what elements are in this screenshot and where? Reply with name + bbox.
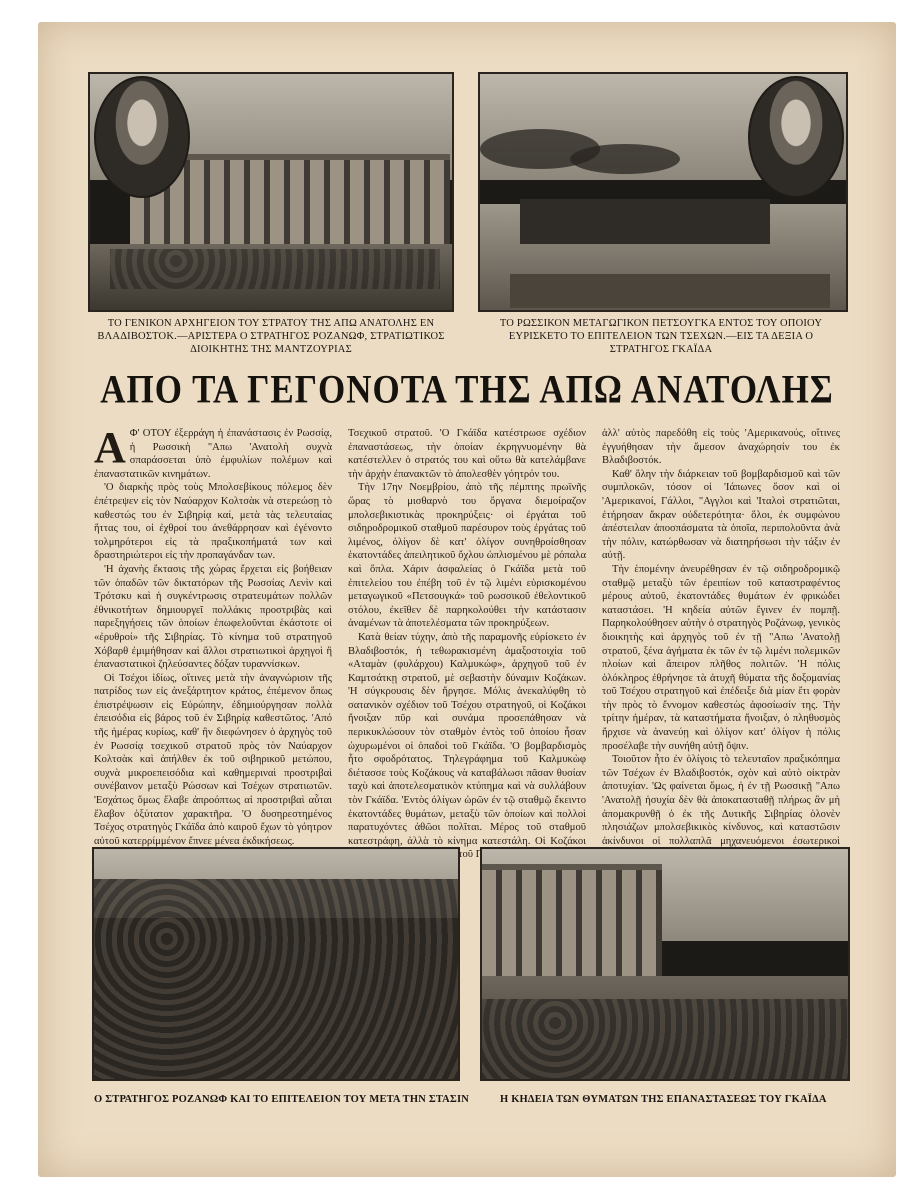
article-column-2 [348, 427, 586, 859]
headline: ΑΠΟ ΤΑ ΓΕΓΟΝΟΤΑ ΤΗΣ ΑΠΩ ΑΝΑΤΟΛΗΣ [100, 367, 834, 412]
photo-rozanov-staff [92, 847, 460, 1081]
portrait-gaida [748, 76, 844, 198]
article-paragraph: Καθ' ὅλην τὴν διάρκειαν τοῦ βομβαρδισμοῦ καὶ τῶν συμπλοκῶν, τόσον οἱ 'Ιάπωνες ὅσον καὶ οἱ 'Αμερικανοί, Γάλλοι, "Αγγλοι καὶ 'Ιταλοὶ στρατιῶται, ἐτήρησαν ἄκραν οὐδετερότητα· ὅλοι, ἐκ συμφώνου ἀπέστειλαν ἀποσπάσματα τὰ ὁποῖα, περιπολοῦντα ἀνὰ τὴν πόλιν, κατώρθωσαν νὰ διατηρήσωσι τὴν τάξιν ἐν αὐτῇ. [602, 468, 840, 562]
article-column-1 [94, 427, 332, 859]
article-paragraph: 'Ο διαρκὴς πρὸς τοὺς Μπολσεβίκους πόλεμος δὲν ἐπέτρεψεν εἰς τὸν Ναύαρχον Κολτσὰκ νὰ στερεώσῃ τὸ καθεστώς του ἐν Σιβηρίᾳ καί, μετὰ τὰς τελευταίας ἥττας του, οἱ ἐχθροί του ἀνεθάρρησαν καὶ ἐγένοντο τολμηρότεροι εἰς τὰ πραξικοπήματά των καὶ δραστηριώτεροι εἰς τὴν προπαγάνδαν των. [94, 482, 332, 562]
article-paragraph: ἀλλ' αὐτὸς παρεδόθη εἰς τοὺς 'Αμερικανούς, οἵτινες ἐγγυήθησαν τὴν ἄμεσον ἀναχώρησίν του ἐκ Βλαδιβοστόκ. [602, 428, 840, 467]
article-paragraph: Οἱ Τσέχοι ἰδίως, οἵτινες μετὰ τὴν ἀναγνώρισιν τῆς πατρίδος των εἰς ἀνεξάρτητον κράτος, ἐπέμενον ὅπως ἐπιστρέψωσιν εἰς Εὐρώπην, ἐδημιούργησαν πολλὰ ἐπεισόδια εἰς βάρος τοῦ ἐν Σιβηρίᾳ καθεστῶτος. 'Από τῆς ἡμέρας κυρίως, καθ' ἣν διεφώνησεν ὁ ἀρχηγὸς τοῦ ἐν Ρωσσίᾳ τσεχικοῦ στρατοῦ πρὸς τὸν Ναύαρχον Κολτσὰκ καὶ ἀπήλθεν ἐκ τοῦ σιβηρικοῦ μετώπου, συχνὰ μικροεπεισόδια καὶ καθημεριναὶ προστριβαὶ συνέβαινον μεταξὺ Ρώσσων καὶ Τσέχων στρατιωτῶν. 'Εσχάτως ὅμως ἔλαβε ἀπροόπτως αἱ προστριβαὶ αὗται ἔλαβον ὀξύτατον χαρακτῆρα. 'Ο δυσηρεστημένος Τσέχος στρατηγὸς Γκάϊδα ἀπὸ καιροῦ ἔχων τὸ γόητρον αὐτοῦ κατερρίμμένον ἔπνεε μένεα ἐκδικήσεως. [94, 672, 332, 847]
portrait-rozanov [94, 76, 190, 198]
caption-headquarters: ΤΟ ΓΕΝΙΚΟΝ ΑΡΧΗΓΕΙΟΝ ΤΟΥ ΣΤΡΑΤΟΥ ΤΗΣ ΑΠΩ ΑΝΑΤΟΛΗΣ ΕΝ ΒΛΑΔΙΒΟΣΤΟΚ.—ΑΡΙΣΤΕΡΑ Ο ΣΤΡΑΤΗΓΟΣ ΡΟΖΑΝΩΦ, ΣΤΡΑΤΙΩΤΙΚΟΣ ΔΙΟΙΚΗΤΗΣ ΤΗΣ ΜΑΝΤΖΟΥΡΙΑΣ [97, 318, 445, 355]
article-paragraph: Κατὰ θείαν τύχην, ἀπὸ τῆς παραμονῆς εὑρίσκετο ἐν Βλαδιβοστόκ, ἡ τεθωρακισμένη ἁμαξοστοιχία τοῦ «Αταμὰν (φυλάρχου) Καλμυκώφ», ἀρχηγοῦ τοῦ ἐν Καμτσάτκῃ στρατοῦ, μὲ σεβαστὴν δύναμιν Κοζάκων. 'Η σύγκρουσις δὲν ἤργησε. Μόλις ἀνεκαλύφθη τὸ σατανικὸν σχέδιον τοῦ Τσέχου στρατηγοῦ, οἱ Κοζάκοι ἤνοιξαν πῦρ καὶ συνάμα προσεπάθησαν νὰ περικυκλώσουν τὸν σταθμὸν ἐντὸς τοῦ ὁποίου ἦσαν ὠχυρωμένοι οἱ ὀπαδοὶ τοῦ Γκάϊδα. 'Ο βομβαρδισμὸς ἦτο σφοδρότατος. Τηλεγράφημα τοῦ Καλμυκὼφ διέτασσε τοὺς Κοζάκους νὰ καταβάλωσι πᾶσαν θυσίαν ταχὺ καὶ ἀποτελεσματικὸν κτύπημα καὶ νὰ συλλάβουν τὸν Γκάϊδα. 'Εντὸς ὀλίγων ὡρῶν ἐν τῷ σταθμῷ ἔκειντο ἑκατοντάδες θυμάτων, μεταξὺ τῶν ὁποίων καὶ πολλοὶ παρατυχόντες ἀθῶοι πολῖται. Μέρος τοῦ σταθμοῦ κατεστράφη, ἀλλὰ τὸ κίνημα κατεστάλη. Οἱ Κοζάκοι τοῦ [348, 631, 586, 859]
photo-headquarters [88, 72, 454, 312]
article-paragraph: 'Η ἀχανὴς ἔκτασις τῆς χώρας ἔρχεται εἰς βοήθειαν τῶν ὁπαδῶν τῶν δικτατόρων τῆς Ρωσσίας Λενὶν καὶ Τρότσκυ καὶ ἡ συγκέντρωσις στρατευμάτων πολλῶν ἐθνικοτήτων δημιουργεῖ πολλάκις προστριβὰς καὶ παρεξηγήσεις τῶν ὁποίων ἐπωφελοῦνται ἑκάστοτε οἱ «ἐρυθροί» τῆς Σιβηρίας. Τὸ κίνημα τοῦ στρατηγοῦ Χόβαρθ ἐμιμήθησαν καὶ ἄλλοι στρατιωτικοὶ ἀρχηγοὶ ἢ ἐπαναστατικοὶ ζηλεύσαντες δόξαν τυραννίσκων. [94, 563, 332, 671]
article-paragraph: Τοιοῦτον ἦτο ἐν ὀλίγοις τὸ τελευταῖον πραξικόπημα τῶν Τσέχων ἐν Βλαδιβοστόκ, σχὸν καὶ αὐτὸ οἰκτρὰν ἀποτυχίαν. 'Ως φαίνεται ὅμως, ἡ ἐν τῇ Ρωσσικῇ "Απω 'Ανατολῇ ἡσυχία δὲν θὰ ἀποκατασταθῇ πλήρως ἂν μὴ ἀπομακρυνθῇ ὁ ἐκ τῆς Δυτικῆς Σιβηρίας ὁλονὲν πλησιάζων μπολσεβικικὸς κίνδυνος, καὶ καταστῶσιν ἀκίνδυνοι οἱ πολλαπλᾶ μηχανευόμενοι ἐσωτερικοὶ [602, 754, 840, 847]
article-paragraph: Τσεχικοῦ στρατοῦ. 'Ο Γκάϊδα κατέστρωσε σχέδιον ἐπαναστάσεως, τὴν ὁποίαν ἐκρηγνυομένην θὰ κατέστελλεν ὁ στρατός του καὶ οὕτω θὰ κατελάμβανε τὴν ἀρχὴν ἐπανακτῶν τὸ ἀπολεσθὲν γόητρόν του. [348, 428, 586, 480]
dropcap: Α [94, 427, 126, 472]
photo-funeral [480, 847, 850, 1081]
caption-funeral: Η ΚΗΔΕΙΑ ΤΩΝ ΘΥΜΑΤΩΝ ΤΗΣ ΕΠΑΝΑΣΤΑΣΕΩΣ ΤΟΥ ΓΚΑΪΔΑ [500, 1094, 827, 1105]
article-paragraph: Φ' ΟΤΟΥ ἐξερράγη ἡ ἐπανάστασις ἐν Ρωσσίᾳ, ἡ Ρωσσικὴ "Απω 'Ανατολὴ συχνὰ σπαράσσεται ὑπὸ ἐμφυλίων πολέμων καὶ ἐπαναστατικῶν κινημάτων. [94, 428, 332, 480]
article-column-3 [602, 427, 840, 859]
photo-transport-ship [478, 72, 848, 312]
caption-rozanov-staff: Ο ΣΤΡΑΤΗΓΟΣ ΡΟΖΑΝΩΦ ΚΑΙ ΤΟ ΕΠΙΤΕΛΕΙΟΝ ΤΟΥ ΜΕΤΑ ΤΗΝ ΣΤΑΣΙΝ [94, 1094, 470, 1105]
article-paragraph: Τὴν ἑπομένην ἀνευρέθησαν ἐν τῷ σιδηροδρομικῷ σταθμῷ μεταξὺ τῶν ἐρειπίων τοῦ καταστραφέντος μέρους αὐτοῦ, ἑκατοντάδες θυμάτων ἐν φρικώδει καταστάσει. 'Η κηδεία αὐτῶν ἔγινεν ἐν πομπῇ. Παρηκολούθησεν αὐτὴν ὁ στρατηγὸς Ροζάνωφ, γενικὸς διοικητὴς καὶ ἀρχηγὸς τοῦ ἐν τῇ "Απω 'Ανατολῇ στρατοῦ, ξένα ἀγήματα ἐκ τῶν ἐν τῷ λιμένι πολεμικῶν πλοίων καὶ ἄπειρον πλῆθος πολιτῶν. 'Η πόλις ὁλόκληρος ἐθρήνησε τὰ ἀτυχῆ θύματα τῆς δοξομανίας τοῦ Τσέχου στρατηγοῦ καὶ ἐπέδειξε διὰ μίαν ἔτι φορὰν τὴν πρὸς τὸ ἔννομον καθεστὼς ἀφοσίωσίν της. Τὴν τρίτην ἡμέραν, τὰ καταστήματα ἤνοιξαν, ὁ πληθυσμὸς ἤρχισε νὰ ἀνανεύῃ καὶ ὀλίγον κατ' ὀλίγον ἡ πόλις προσέλαβε τὴν συνήθη αὐτῇ ὄψιν. [602, 563, 840, 752]
newspaper-page [38, 22, 896, 1177]
article-paragraph: Τὴν 17ην Νοεμβρίου, ἀπὸ τῆς πέμπτης πρωϊνῆς ὥρας τὸ μισθαρνὸ του ὄργανα διεμοίραζον μπολσεβικιστικὰς προκηρύξεις· οἱ ἐργάται τοῦ σιδηροδρομικοῦ σταθμοῦ παρέσυρον τοὺς ἐργάτας τοῦ λιμένος, ὀλίγον δὲ κατ' ὀλίγον συνηθροίσθησαν ἑκατοντάδες ἀπειλητικοῦ ὄχλου ὡπλισμένου μὲ ρόπαλα καὶ ὅπλα. Χάριν ἀσφαλείας ὁ Γκάϊδα μετὰ τοῦ ἐπιτελείου του ἐπέβη τοῦ ἐν τῷ λιμένι εὑρισκομένου μεταγωγικοῦ «Πετσουγκά» τοῦ ρωσσικοῦ ἐθελοντικοῦ στόλου, ἐκεῖθεν δὲ παρηκολούθει τὴν κατάστασιν ἀναμένων τὰ ἀποτελέσματα τῶν προκηρύξεων. [348, 482, 586, 630]
caption-transport-ship: ΤΟ ΡΩΣΣΙΚΟΝ ΜΕΤΑΓΩΓΙΚΟΝ ΠΕΤΣΟΥΓΚΑ ΕΝΤΟΣ ΤΟΥ ΟΠΟΙΟΥ ΕΥΡΙΣΚΕΤΟ ΤΟ ΕΠΙΤΕΛΕΙΟΝ ΤΩΝ ΤΣΕΧΩΝ.—ΕΙΣ ΤΑ ΔΕΞΙΑ Ο ΣΤΡΑΤΗΓΟΣ ΓΚΑΪΔΑ [499, 318, 823, 355]
